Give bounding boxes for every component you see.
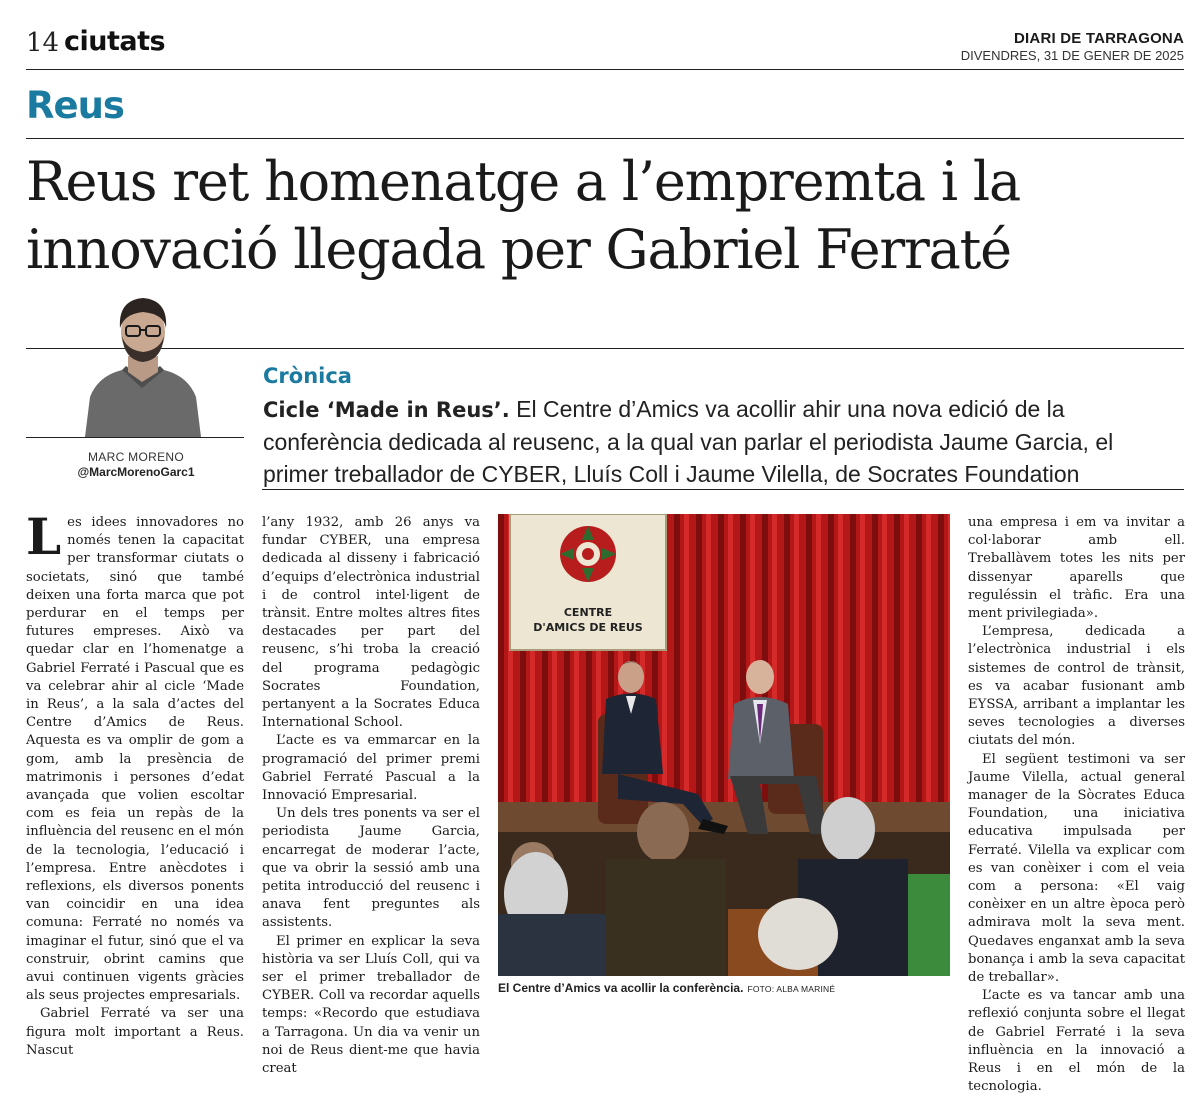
author-photo bbox=[80, 292, 205, 437]
standfirst-text: El Centre d’Amics va acollir ahir una nova edició de la conferència dedicada al reusenc, a la qual van parlar el periodista Jaume Garcia, el primer treballador de CYBER, Lluís Coll i Jaume Vilella, de Socrates Foundation bbox=[263, 396, 1114, 487]
article-column-2 bbox=[262, 514, 480, 1078]
standfirst bbox=[263, 393, 1178, 490]
photo-credit: FOTO: ALBA MARINÉ bbox=[747, 984, 836, 994]
banner-text-1: CENTRE bbox=[563, 606, 613, 619]
drop-cap: L bbox=[26, 507, 62, 566]
article-paragraph: L’empresa, dedicada a l’electrònica industrial i els sistemes de control de trànsit, es va acabar fusionant amb EYSSA, arribant a implantar les seves tecnologies a diverses ciutats del món. bbox=[968, 624, 1185, 749]
article-paragraph: una empresa i em va invitar a col·laborar amb ell. Treballàvem totes les nits per dissenyar aparells que reguléssin el tràfic. Era una ment privilegiada». bbox=[968, 515, 1185, 622]
article-paragraph: El següent testimoni va ser Jaume Vilella, actual general manager de la Sòcrates Educa Foundation, una iniciativa educativa impulsada per Ferraté. Vilella va explicar com es van conèixer i com el veia com a persona: «El vaig conèixer en un altre època però admirava molt la seva ment. Quedaves enganxat amb la seva bonança i amb la seva capacitat de treballar». bbox=[968, 751, 1185, 986]
paragraph-text: es idees innovadores no només tenen la capacitat per transformar ciutats o societats, sinó que també deixen una forta marca que pot perdurar en el temps per futures empreses. Això va quedar clar en l’homenatge a Gabriel Ferraté i Pascual que es va celebrar ahir al cicle ‘Made in Reus’, a la sala d’actes del Centre d’Amics de Reus. Aquesta es va omplir de gom a gom, amb la presència de matrimonis i persones d’edat avançada que volien escoltar com es feia un repàs de la influència del reusenc en el món de la tecnologia, l’educació i l’empresa. Entre anècdotes i reflexions, els diversos ponents van coincidir en una idea comuna: Ferraté no només va imaginar el futur, sinó que el va construir, obrint camins que avui continuen vigents gràcies als seus projectes empresarials. bbox=[26, 515, 244, 1004]
subsection-title: Reus bbox=[26, 84, 124, 127]
article-paragraph: l’any 1932, amb 26 anys va fundar CYBER, una empresa dedicada al disseny i fabricació d’equips d’electrònica industrial i de control intel·ligent de trànsit. Entre moltes altres fites destacades per part del reusenc, s’hi troba la creació del programa pedagògic Socrates Foundation, pertanyent a la Socrates Educa International School. bbox=[262, 515, 480, 731]
article-paragraph: Un dels tres ponents va ser el periodista Jaume Garcia, encarregat de moderar l’acte, que va obrir la sessió amb una petita introducció del reusenc i anava fent preguntes als assistents. bbox=[262, 806, 480, 931]
section-title: ciutats bbox=[64, 26, 166, 57]
article-column-1 bbox=[26, 507, 244, 1060]
author-name: MARC MORENO bbox=[88, 450, 184, 464]
article-paragraph: Gabriel Ferraté va ser una figura molt important a Reus. Nascut bbox=[26, 1006, 244, 1058]
cronica-label: Crònica bbox=[263, 364, 352, 388]
article-photo bbox=[498, 514, 950, 976]
conference-photo-illustration bbox=[498, 514, 950, 976]
publication-date: DIVENDRES, 31 DE GENER DE 2025 bbox=[960, 48, 1184, 63]
caption-text: El Centre d’Amics va acollir la conferència. bbox=[498, 981, 744, 995]
article-paragraph: El primer en explicar la seva història va ser Lluís Coll, qui va ser el primer treballador de CYBER. Coll va recordar aquells temps: «Recordo que estudiava a Tarragona. Un dia va venir un noi de Reus dient-me que havia creat bbox=[262, 933, 480, 1077]
article-paragraph: L’acte es va emmarcar en la programació del primer premi Gabriel Ferraté Pascual a la Innovació Empresarial. bbox=[262, 733, 480, 804]
article-column-4 bbox=[968, 514, 1185, 1097]
article-paragraph: L’acte es va tancar amb una reflexió conjunta sobre el llegat de Gabriel Ferraté i la seva influència en la innovació a Reus i en el món de la tecnologia. bbox=[968, 988, 1185, 1095]
headline: Reus ret homenatge a l’empremta i la innovació llegada per Gabriel Ferraté bbox=[26, 150, 1020, 281]
subsection-rule bbox=[26, 138, 1184, 139]
newspaper-name: DIARI DE TARRAGONA bbox=[1014, 30, 1184, 47]
photo-caption bbox=[498, 981, 835, 995]
banner-text-2: D'AMICS DE REUS bbox=[533, 621, 643, 634]
header-rule bbox=[26, 69, 1184, 70]
author-handle[interactable]: @MarcMorenoGarc1 bbox=[77, 465, 195, 479]
author-rule bbox=[26, 437, 244, 438]
standfirst-bottom-rule bbox=[262, 489, 1184, 490]
standfirst-lead: Cicle ‘Made in Reus’. bbox=[263, 398, 510, 422]
page-number: 14 bbox=[26, 28, 60, 58]
article-paragraph bbox=[26, 507, 244, 1005]
